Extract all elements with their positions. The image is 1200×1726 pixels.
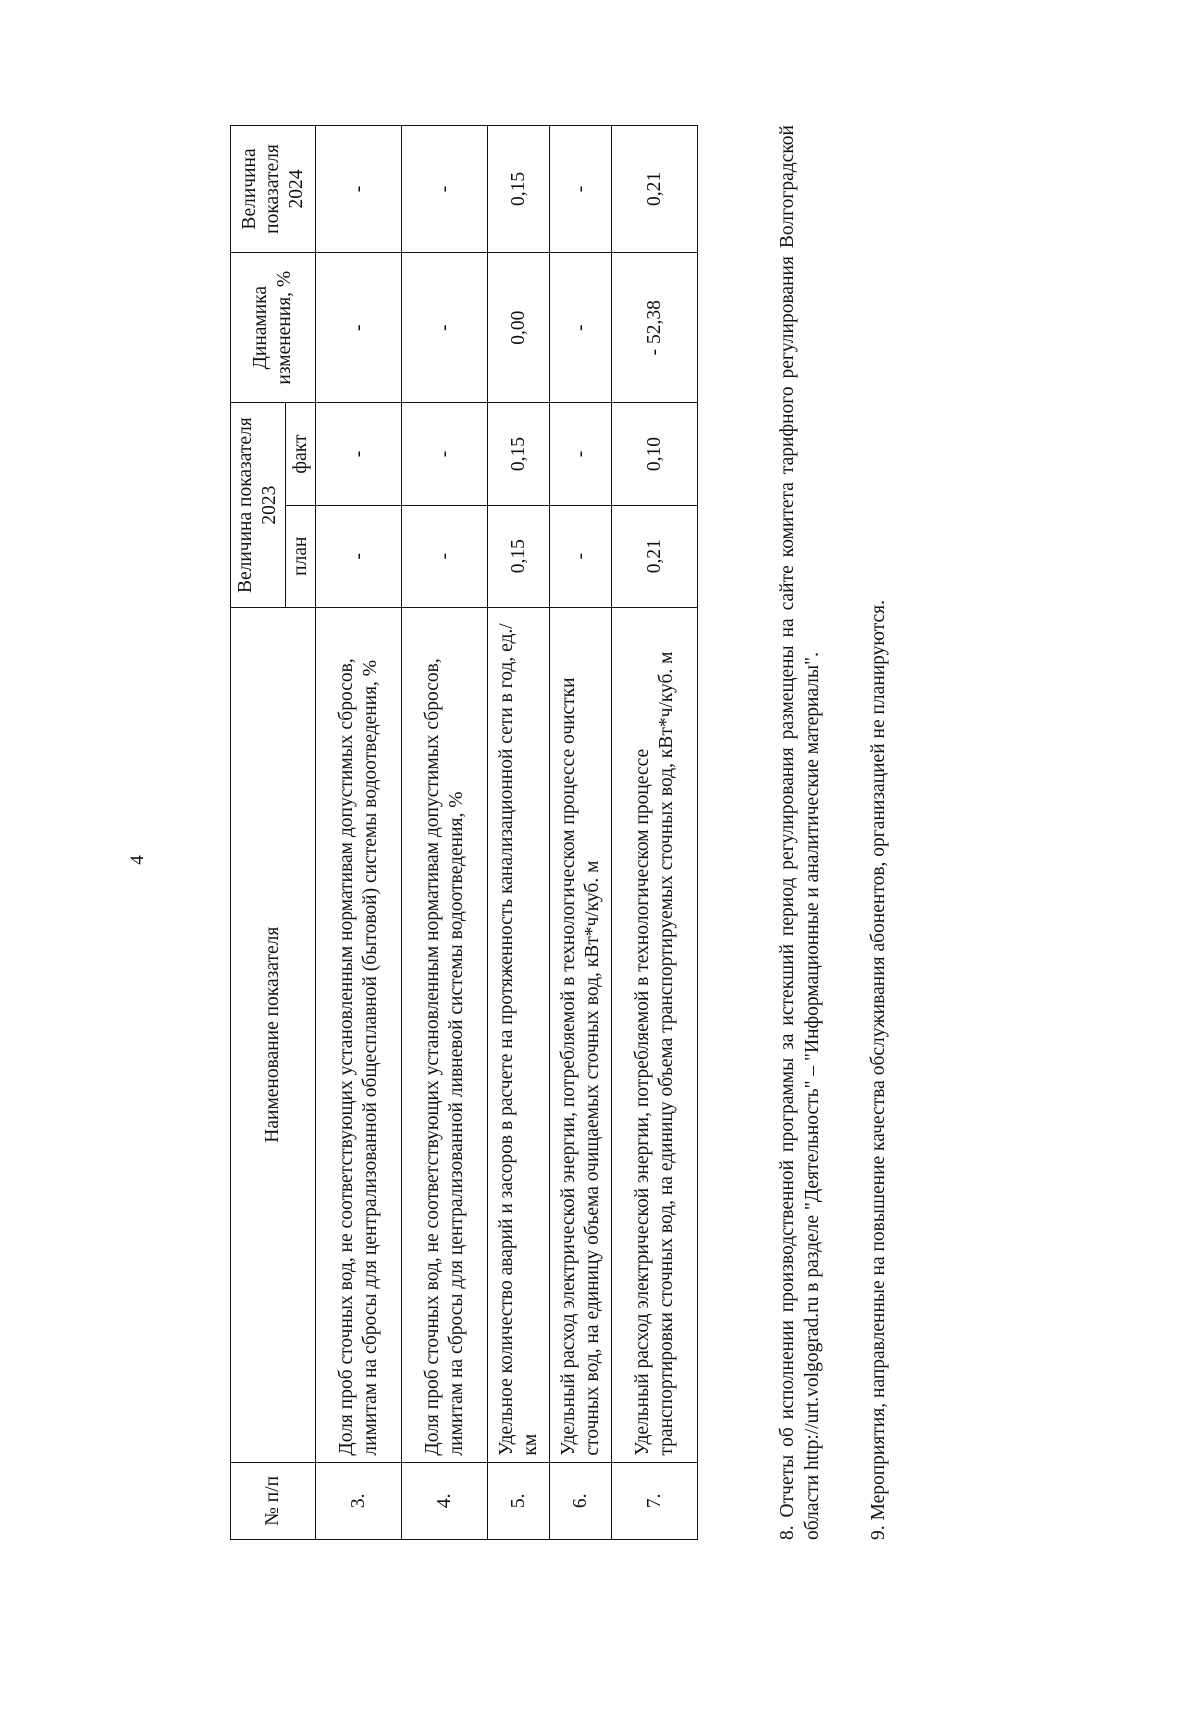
cell-value-2024: -	[550, 126, 612, 253]
header-plan: план	[285, 505, 316, 607]
cell-num: 6.	[550, 1462, 612, 1539]
header-value-2024: Величина показателя 2024	[231, 126, 316, 253]
cell-name: Доля проб сточных вод, не соответствующих установленным нормативам допустимых сбросов, лимитам на сбросы для централизованной общесплавной (бытовой) системы водоотведения, %	[316, 607, 402, 1462]
cell-name: Удельный расход электрической энергии, потребляемой в технологическом процессе очистки сточных вод, на единицу объема очищаемых сточных вод, кВт*ч/куб. м	[550, 607, 612, 1462]
cell-dynamics: 0,00	[488, 252, 550, 403]
cell-plan: -	[402, 505, 488, 607]
cell-dynamics: - 52,38	[612, 252, 698, 403]
notes-section	[775, 125, 913, 1540]
table-row	[316, 126, 402, 1540]
table-row	[488, 126, 550, 1540]
cell-plan: -	[316, 505, 402, 607]
header-name: Наименование показателя	[231, 607, 316, 1462]
cell-fact: 0,10	[612, 403, 698, 505]
cell-dynamics: -	[316, 252, 402, 403]
table-row	[612, 126, 698, 1540]
note-item-8: 8. Отчеты об исполнении производственной программы за истекший период регулирования размещены на сайте комитета тарифного регулирования Волгоградской области http://urt.volgograd.ru в разделе "Деятельность" – "Информационные и аналитические материалы".	[777, 125, 824, 1540]
cell-num: 3.	[316, 1462, 402, 1539]
header-value-2023: Величина показателя 2023	[231, 403, 286, 607]
cell-value-2024: -	[316, 126, 402, 253]
indicators-table	[230, 125, 698, 1540]
header-num: № п/п	[231, 1462, 316, 1539]
cell-dynamics: -	[402, 252, 488, 403]
cell-dynamics: -	[550, 252, 612, 403]
header-fact: факт	[285, 403, 316, 505]
rotated-page	[125, 80, 1200, 1640]
cell-value-2024: 0,21	[612, 126, 698, 253]
cell-name: Доля проб сточных вод, не соответствующих установленным нормативам допустимых сбросов, лимитам на сбросы для централизованной ливневой системы водоотведения, %	[402, 607, 488, 1462]
cell-value-2024: -	[402, 126, 488, 253]
cell-fact: -	[550, 403, 612, 505]
cell-num: 7.	[612, 1462, 698, 1539]
header-dynamics: Динамика изменения, %	[231, 252, 316, 403]
table-row	[402, 126, 488, 1540]
page-number: 4	[127, 855, 148, 865]
cell-name: Удельное количество аварий и засоров в расчете на протяженность канализационной сети в год, ед./км	[488, 607, 550, 1462]
cell-num: 5.	[488, 1462, 550, 1539]
cell-fact: -	[402, 403, 488, 505]
cell-value-2024: 0,15	[488, 126, 550, 253]
cell-plan: 0,15	[488, 505, 550, 607]
cell-plan: 0,21	[612, 505, 698, 607]
cell-name: Удельный расход электрической энергии, потребляемой в технологическом процессе транспортировки сточных вод, на единицу объема транспортируемых сточных вод, кВт*ч/куб. м	[612, 607, 698, 1462]
cell-fact: -	[316, 403, 402, 505]
cell-plan: -	[550, 505, 612, 607]
note-item-9: 9. Мероприятия, направленные на повышение качества обслуживания абонентов, организацией не планируются.	[867, 600, 889, 1540]
cell-fact: 0,15	[488, 403, 550, 505]
table-row	[550, 126, 612, 1540]
cell-num: 4.	[402, 1462, 488, 1539]
